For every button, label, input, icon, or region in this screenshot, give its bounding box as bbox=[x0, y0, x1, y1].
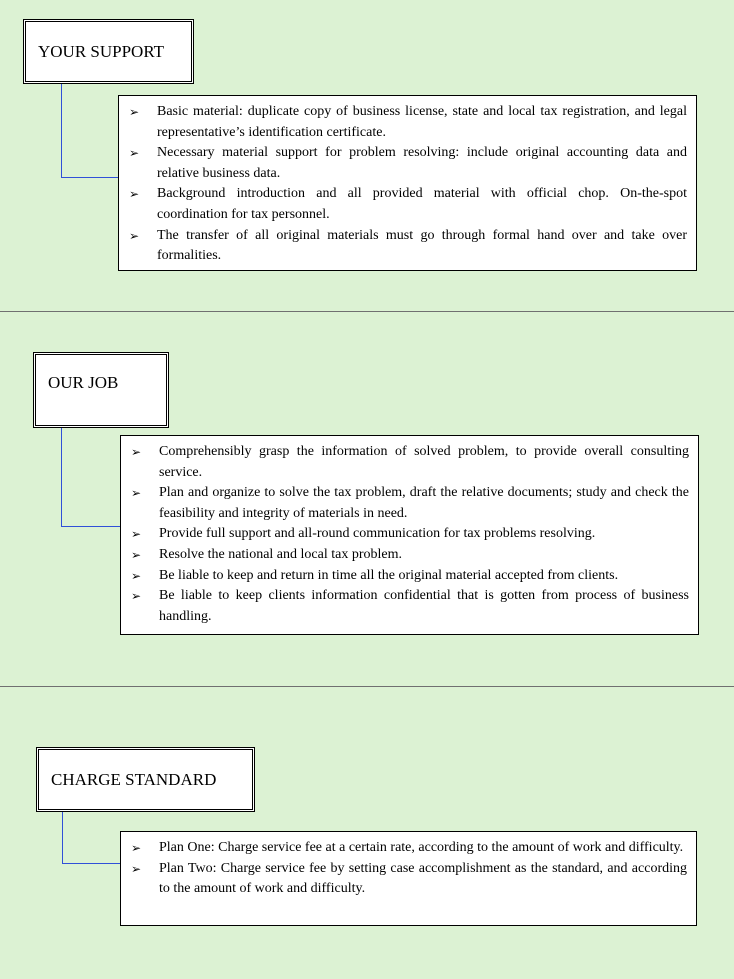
bullet-list bbox=[131, 442, 689, 627]
our-job-list bbox=[120, 435, 699, 635]
arrow-bullet-icon: ➢ bbox=[131, 568, 142, 583]
arrow-bullet-icon: ➢ bbox=[131, 589, 142, 604]
arrow-bullet-icon: ➢ bbox=[129, 105, 140, 119]
connector-line bbox=[61, 84, 119, 178]
list-item: ➢ Plan One: Charge service fee at a certain rate, according to the amount of work and difficulty. bbox=[131, 838, 687, 859]
list-item: ➢ Be liable to keep and return in time all the original material accepted from clients. bbox=[131, 566, 689, 587]
list-item: ➢ Plan Two: Charge service fee by setting case accomplishment as the standard, and according to the amount of work and difficulty. bbox=[131, 860, 687, 897]
charge-standard-title bbox=[36, 747, 255, 812]
arrow-bullet-icon: ➢ bbox=[129, 146, 140, 161]
connector-line bbox=[61, 428, 121, 527]
connector-line bbox=[62, 812, 121, 864]
list-item: ➢ Provide full support and all-round communication for tax problems resolving. bbox=[131, 524, 689, 545]
list-item: ➢ Plan and organize to solve the tax problem, draft the relative documents; study and check the feasibility and integrity of materials in need. bbox=[131, 485, 689, 521]
charge-standard-list bbox=[120, 831, 697, 926]
list-item: ➢ The transfer of all original materials must go through formal hand over and take over formalities. bbox=[129, 227, 687, 264]
section-title: YOUR SUPPORT bbox=[38, 41, 165, 61]
section-divider bbox=[0, 311, 734, 312]
arrow-bullet-icon: ➢ bbox=[129, 187, 140, 202]
list-item: ➢ Necessary material support for problem resolving: include original accounting data and relative business data. bbox=[129, 145, 687, 181]
list-item: ➢ Be liable to keep clients information confidential that is gotten from process of business handling. bbox=[131, 588, 689, 624]
bullet-list bbox=[129, 102, 687, 267]
arrow-bullet-icon: ➢ bbox=[131, 547, 142, 562]
arrow-bullet-icon: ➢ bbox=[131, 445, 142, 459]
list-item: ➢ Comprehensibly grasp the information of solved problem, to provide overall consulting service. bbox=[131, 444, 689, 480]
list-item: ➢ Resolve the national and local tax problem. bbox=[131, 545, 689, 566]
list-item: ➢ Basic material: duplicate copy of business license, state and local tax registration, and legal representative’s identification certificate. bbox=[129, 104, 687, 140]
your-support-title bbox=[23, 19, 194, 84]
list-item: ➢ Background introduction and all provided material with official chop. On-the-spot coordination for tax personnel. bbox=[129, 186, 687, 222]
bullet-list bbox=[131, 838, 687, 900]
section-divider bbox=[0, 686, 734, 687]
our-job-title bbox=[33, 352, 169, 428]
section-title: CHARGE STANDARD bbox=[51, 769, 217, 789]
arrow-bullet-icon: ➢ bbox=[131, 861, 142, 876]
your-support-list bbox=[118, 95, 697, 271]
arrow-bullet-icon: ➢ bbox=[129, 228, 140, 243]
arrow-bullet-icon: ➢ bbox=[131, 527, 142, 542]
arrow-bullet-icon: ➢ bbox=[131, 841, 142, 855]
arrow-bullet-icon: ➢ bbox=[131, 486, 142, 501]
section-title: OUR JOB bbox=[48, 373, 119, 392]
